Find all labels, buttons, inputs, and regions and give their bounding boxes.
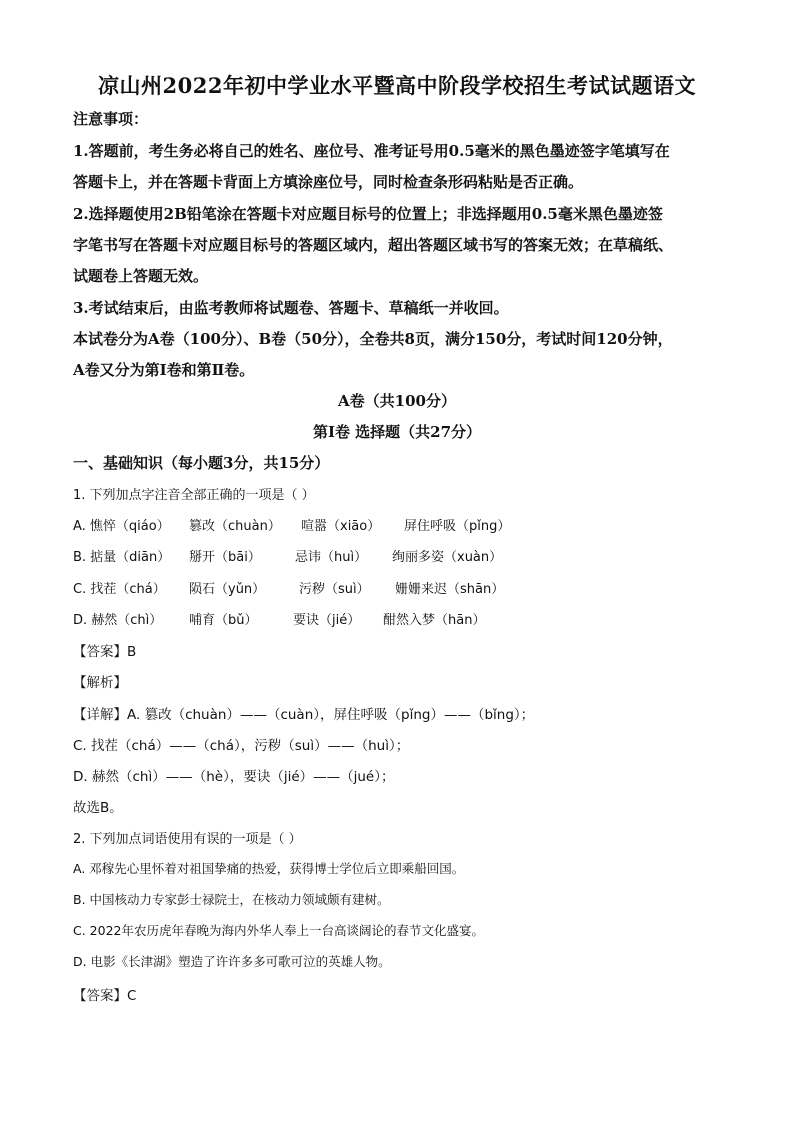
option-item: D. 电影《长津湖》塑造了许许多多可歌可泣的英雄人物。: [73, 954, 391, 969]
section-a-heading: A卷（共100分）: [338, 392, 456, 410]
detail-line: 故选B。: [73, 800, 123, 816]
option-item: 掰开（bāi）: [189, 550, 261, 565]
option-item: 屏住呼吸（pǐng）: [404, 519, 511, 534]
option-item: B. 掂量（diān）: [73, 550, 171, 565]
notice-line: 字笔书写在答题卡对应题目标号的答题区域内，超出答题区域书写的答案无效；在草稿纸、: [73, 236, 674, 254]
question-stem: 1. 下列加点字注音全部正确的一项是（ ）: [73, 488, 315, 503]
option-item: C. 2022年农历虎年春晚为海内外华人奉上一台高谈阔论的春节文化盛宴。: [73, 923, 484, 938]
notice-line: 试题卷上答题无效。: [73, 267, 209, 285]
part-heading: 一、基础知识（每小题3分，共15分）: [73, 454, 330, 472]
section-a1-heading: 第Ⅰ卷 选择题（共27分）: [312, 423, 482, 441]
detail-line: C. 找茬（chá）——（chá），污秽（suì）——（huì）；: [73, 738, 410, 754]
detail-line: 【详解】A. 篡改（chuàn）——（cuàn），屏住呼吸（pǐng）——（bǐng）；: [73, 707, 535, 723]
option-item: 陨石（yǔn）: [189, 582, 266, 597]
option-item: A. 憔悴（qiáo）: [73, 519, 170, 534]
option-row-d: [73, 609, 485, 628]
option-item: 污秽（suì）: [299, 582, 370, 597]
analysis-tag: 【解析】: [73, 675, 127, 691]
answer-tag: 【答案】B: [73, 644, 137, 660]
option-item: 姗姗来迟（shān）: [395, 582, 505, 597]
option-item: B. 中国核动力专家彭士禄院士，在核动力领域颇有建树。: [73, 892, 390, 907]
notice-heading: 注意事项：: [73, 110, 149, 128]
option-row-c: [73, 578, 504, 597]
option-item: 篡改（chuàn）: [189, 519, 281, 534]
notice-line: 2.选择题使用2B铅笔涂在答题卡对应题目标号的位置上；非选择题用0.5毫米黑色墨迹签: [73, 205, 663, 223]
option-item: D. 赫然（chì）: [73, 613, 163, 628]
notice-line: 3.考试结束后，由监考教师将试题卷、答题卡、草稿纸一并收回。: [73, 299, 509, 317]
notice-line: 答题卡上，并在答题卡背面上方填涂座位号，同时检查条形码粘贴是否正确。: [73, 173, 584, 191]
option-item: 哺育（bǔ）: [189, 613, 258, 628]
notice-line: 本试卷分为A卷（100分）、B卷（50分），全卷共8页，满分150分，考试时间120分钟，: [73, 330, 673, 348]
answer-tag: 【答案】C: [73, 988, 137, 1004]
detail-line: D. 赫然（chì）——（hè），要诀（jié）——（jué）；: [73, 769, 395, 785]
option-item: C. 找茬（chá）: [73, 582, 166, 597]
option-row-a: [73, 515, 510, 534]
option-item: 酣然入梦（hān）: [383, 613, 486, 628]
notice-line: A卷又分为第Ⅰ卷和第Ⅱ卷。: [73, 361, 255, 379]
notice-line: 1.答题前，考生务必将自己的姓名、座位号、准考证号用0.5毫米的黑色墨迹签字笔填写在: [73, 142, 670, 160]
option-item: 绚丽多姿（xuàn）: [392, 550, 503, 565]
option-item: 忌讳（huì）: [295, 550, 368, 565]
option-row-b: [73, 546, 502, 565]
page-title: 凉山州2022年初中学业水平暨高中阶段学校招生考试试题语文: [98, 73, 696, 98]
option-item: A. 邓稼先心里怀着对祖国挚痛的热爱，获得博士学位后立即乘船回国。: [73, 861, 465, 876]
option-item: 要诀（jié）: [293, 613, 361, 628]
option-item: 喧嚣（xiāo）: [301, 519, 381, 534]
question-stem: 2. 下列加点词语使用有误的一项是（ ）: [73, 832, 302, 847]
